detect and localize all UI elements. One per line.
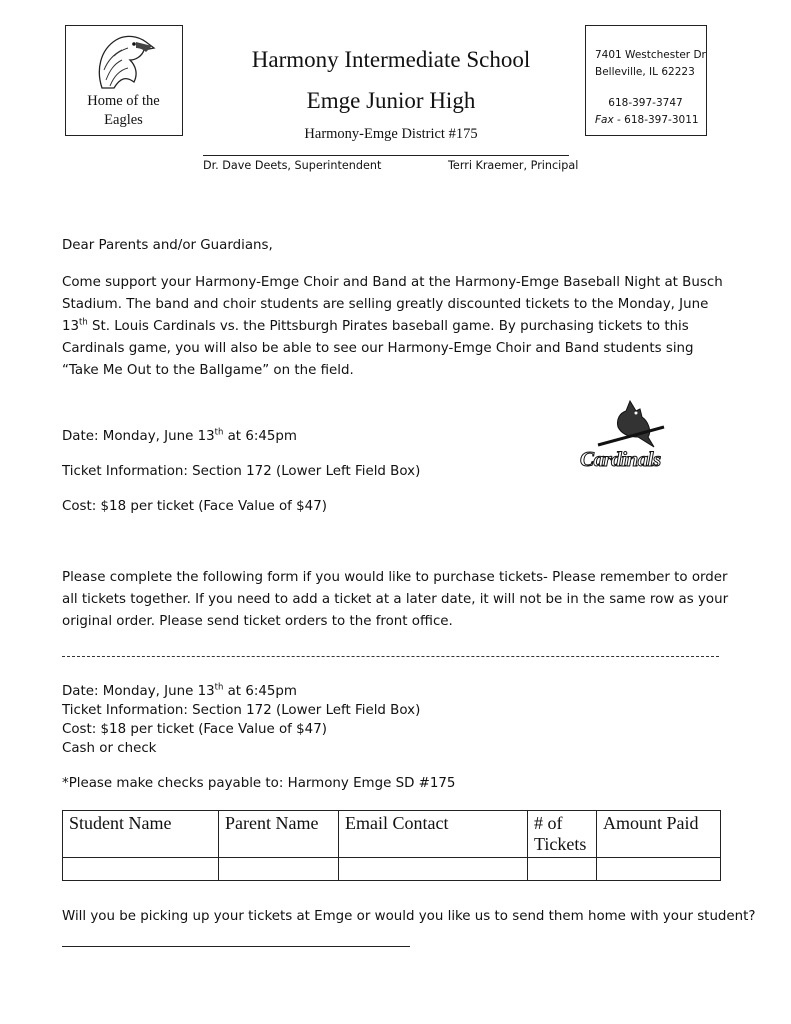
school-name-2: Emge Junior High [306, 88, 476, 113]
num-tickets-cell[interactable] [528, 858, 597, 881]
form-date [62, 682, 297, 701]
intro-text-a: Come support your Harmony-Emge Choir and Band at the Harmony-Emge Baseball Night at Busch Stadium. The band and choir students are selling greatly discounted tickets to the Monday, June 13 [62, 275, 723, 334]
event-date-sup: th [214, 427, 224, 438]
col-email-contact: Email Contact [339, 811, 528, 858]
cardinals-logo [578, 397, 674, 481]
col-num-tickets: # of Tickets [528, 811, 597, 858]
eagle-icon [92, 30, 158, 92]
district-name: Harmony-Emge District #175 [304, 126, 478, 142]
email-contact-cell[interactable] [339, 858, 528, 881]
phone-number: 618-397-3747 [608, 97, 683, 109]
intro-sup: th [79, 317, 88, 328]
fax-number [595, 114, 699, 126]
form-date-sup: th [214, 682, 224, 693]
student-name-cell[interactable] [63, 858, 219, 881]
form-ticket-info: Ticket Information: Section 172 (Lower Left Field Box) [62, 703, 421, 718]
cardinal-bird-icon [596, 397, 666, 449]
greeting: Dear Parents and/or Guardians, [62, 238, 273, 253]
table-row [63, 858, 721, 881]
event-date [62, 429, 297, 444]
order-form-table [62, 810, 721, 881]
checks-note: *Please make checks payable to: Harmony Emge SD #175 [62, 776, 456, 791]
address-city: Belleville, IL 62223 [595, 66, 695, 78]
home-of-eagles-line2: Eagles [104, 112, 143, 128]
home-of-eagles-line1: Home of the [87, 93, 160, 109]
header-divider [203, 155, 569, 156]
superintendent: Dr. Dave Deets, Superintendent [203, 159, 382, 172]
ticket-cost: Cost: $18 per ticket (Face Value of $47) [62, 499, 327, 514]
address-box [585, 25, 707, 136]
principal: Terri Kraemer, Principal [448, 159, 579, 172]
instructions-paragraph: Please complete the following form if you would like to purchase tickets- Please remember to order all tickets together. If you need to add a ticket at a later date, it will not be in the same row as your original order. Please send ticket orders to the front office. [62, 570, 729, 629]
event-date-b: at 6:45pm [223, 429, 297, 444]
eagle-logo-box [65, 25, 183, 136]
pickup-question: Will you be picking up your tickets at Emge or would you like us to send them home with your student? [62, 909, 756, 924]
ticket-info: Ticket Information: Section 172 (Lower Left Field Box) [62, 464, 421, 479]
cardinals-wordmark: Cardinals [580, 447, 661, 471]
col-amount-paid: Amount Paid [597, 811, 721, 858]
fax-value: - 618-397-3011 [617, 114, 699, 126]
table-header-row [63, 811, 721, 858]
fax-label: Fax [595, 114, 614, 126]
form-date-b: at 6:45pm [223, 684, 297, 699]
pickup-answer-line[interactable] [62, 946, 410, 947]
school-name: Harmony Intermediate School [251, 47, 531, 72]
intro-text-b: St. Louis Cardinals vs. the Pittsburgh Pirates baseball game. By purchasing tickets to this Cardinals game, you will also be able to see our Harmony-Emge Choir and Band students sing “Take Me Out to the Ballgame” on the field. [62, 319, 694, 378]
col-student-name: Student Name [63, 811, 219, 858]
form-payment: Cash or check [62, 741, 157, 756]
intro-paragraph [62, 272, 734, 382]
address-street: 7401 Westchester Dr [595, 49, 706, 61]
parent-name-cell[interactable] [219, 858, 339, 881]
col-parent-name: Parent Name [219, 811, 339, 858]
form-cost: Cost: $18 per ticket (Face Value of $47) [62, 722, 327, 737]
cut-line [62, 656, 719, 657]
amount-paid-cell[interactable] [597, 858, 721, 881]
form-date-a: Date: Monday, June 13 [62, 684, 215, 699]
event-date-a: Date: Monday, June 13 [62, 429, 215, 444]
